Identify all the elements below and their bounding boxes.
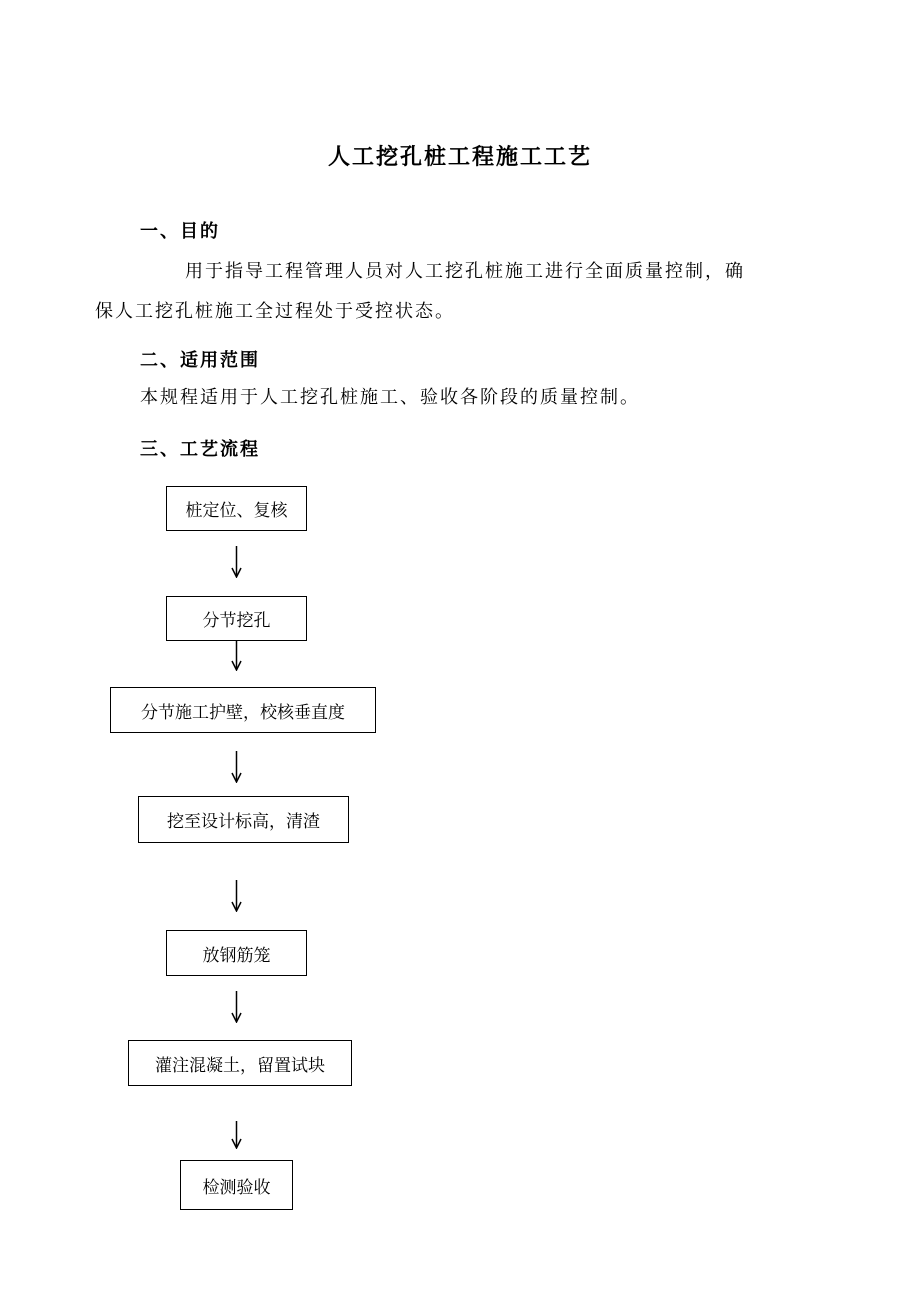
- document-title: 人工挖孔桩工程施工工艺: [327, 145, 592, 170]
- purpose-body: [95, 252, 800, 332]
- flow-arrow-1: [231, 546, 242, 578]
- flow-arrow-2: [231, 641, 242, 671]
- purpose-line-1: 用于指导工程管理人员对人工挖孔桩施工进行全面质量控制，确: [185, 261, 745, 282]
- flow-step-retaining-wall: 分节施工护壁，校核垂直度: [110, 687, 376, 733]
- flow-step-concrete-pouring: 灌注混凝土，留置试块: [128, 1040, 352, 1086]
- section-heading-scope: 二、适用范围: [140, 350, 260, 371]
- purpose-line-2: 保人工挖孔桩施工全过程处于受控状态。: [95, 301, 455, 322]
- flow-arrow-3: [231, 751, 242, 783]
- flow-step-segmented-excavation: 分节挖孔: [166, 596, 307, 641]
- flow-arrow-6: [231, 1121, 242, 1149]
- scope-body: 本规程适用于人工挖孔桩施工、验收各阶段的质量控制。: [140, 387, 640, 408]
- section-heading-process: 三、工艺流程: [140, 439, 260, 460]
- flow-arrow-4: [231, 880, 242, 912]
- flow-step-inspection-acceptance: 检测验收: [180, 1160, 293, 1210]
- section-heading-purpose: 一、目的: [140, 221, 220, 242]
- flow-arrow-5: [231, 991, 242, 1023]
- flow-step-rebar-cage: 放钢筋笼: [166, 930, 307, 976]
- flow-step-excavate-to-elevation: 挖至设计标高，清渣: [138, 796, 349, 843]
- flow-step-pile-positioning: 桩定位、复核: [166, 486, 307, 531]
